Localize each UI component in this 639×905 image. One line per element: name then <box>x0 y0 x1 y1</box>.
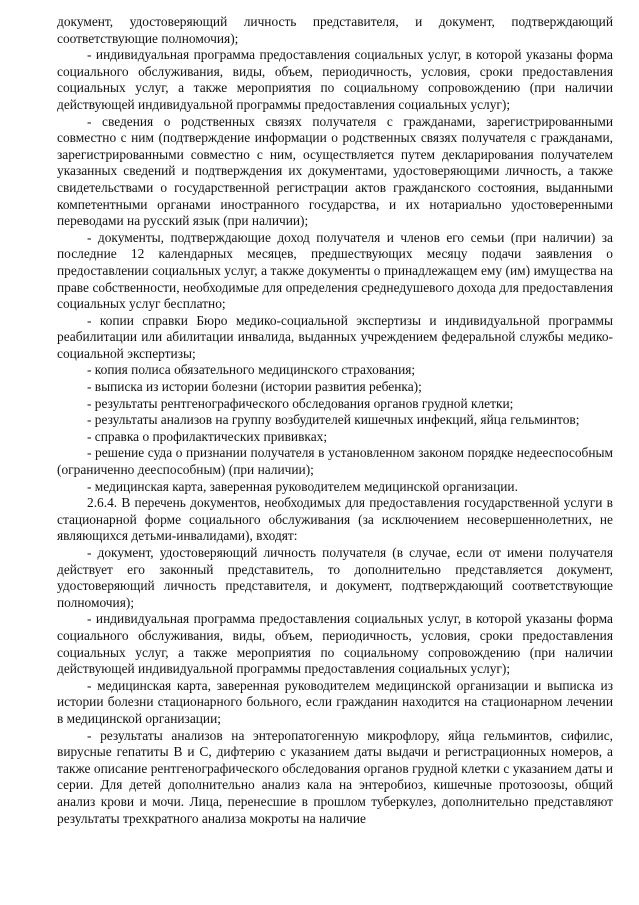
section-2-6-4-heading: 2.6.4. В перечень документов, необходимых для предоставления государственной услуги в стационарной форме социального обслуживания (за исключением несовершеннолетних, не являющихся детьми-инвалидами), входят: <box>57 495 613 544</box>
document-body <box>57 14 613 827</box>
paragraph-recipient-id: - документ, удостоверяющий личность получателя (в случае, если от имени получателя действует его законный представитель, то дополнительно представляется документ, удостоверяющий личность представителя, и документ, подтверждающий соответствующие полномочия); <box>57 545 613 610</box>
paragraph-court-decision: - решение суда о признании получателя в установленном законом порядке недееспособным (ограниченно дееспособным) (при наличии); <box>57 445 613 478</box>
paragraph-insurance-policy: - копия полиса обязательного медицинского страхования; <box>87 362 416 378</box>
paragraph-family-relations: - сведения о родственных связях получателя с гражданами, зарегистрированными совместно с ним (подтверждение информации о родственных связях получателя с гражданами, зарегистрированными совместно с ним, осуществляется путем декларирования получателем указанных сведений и подтверждения их документами, удостоверяющими личность, а также свидетельствами о государственной регистрации актов гражданского состояния, выданными компетентными органами иностранного государства, и их нотариально удостоверенными переводами на русский язык (при наличии); <box>57 113 613 229</box>
paragraph-lab-tests-inpatient: - результаты анализов на энтеропатогенную микрофлору, яйца гельминтов, сифилис, вирусные гепатиты В и С, дифтерию с указанием даты выдачи и регистрационных номеров, а также описание рентгенографического обследования органов грудной клетки с указанием даты и серии. Для детей дополнительно анализ кала на энтеробиоз, кишечные протозоозы, общий анализ крови и мочи. Лица, перенесшие в прошлом туберкулез, дополнительно представляют результаты трехкратного анализа мокроты на наличие <box>57 727 613 826</box>
paragraph-medical-card: - медицинская карта, заверенная руководителем медицинской организации. <box>87 478 518 494</box>
paragraph-income-documents: - документы, подтверждающие доход получателя и членов его семьи (при наличии) за последние 12 календарных месяцев, предшествующих месяцу подачи заявления о предоставлении социальных услуг, а также документы о принадлежащем ему (им) имущества на праве собственности, необходимые для определения среднедушевого дохода для предоставления социальных услуг бесплатно; <box>57 229 613 312</box>
paragraph-mse-certificate: - копии справки Бюро медико-социальной экспертизы и индивидуальной программы реабилитации или абилитации инвалида, выданных учреждением федеральной службы медико-социальной экспертизы; <box>57 312 613 361</box>
paragraph-intestinal-tests: - результаты анализов на группу возбудителей кишечных инфекций, яйца гельминтов; <box>87 412 580 428</box>
paragraph-vaccination-certificate: - справка о профилактических прививках; <box>87 428 328 444</box>
paragraph-individual-program: - индивидуальная программа предоставления социальных услуг, в которой указаны форма социального обслуживания, виды, объем, периодичность, условия, сроки предоставления социальных услуг, а также мероприятия по социальному сопровождению (при наличии действующей индивидуальной программы предоставления социальных услуг); <box>57 47 613 112</box>
paragraph-medical-history-extract: - выписка из истории болезни (истории развития ребенка); <box>87 379 422 395</box>
paragraph-individual-program-inpatient: - индивидуальная программа предоставления социальных услуг, в которой указаны форма социального обслуживания, виды, объем, периодичность, условия, сроки предоставления социальных услуг, а также мероприятия по социальному сопровождению (при наличии действующей индивидуальной программы предоставления социальных услуг); <box>57 611 613 677</box>
paragraph-representative-id-continuation: документ, удостоверяющий личность представителя, и документ, подтверждающий соответствующие полномочия); <box>57 14 613 46</box>
paragraph-xray-results: - результаты рентгенографического обследования органов грудной клетки; <box>87 395 514 411</box>
paragraph-medical-card-inpatient: - медицинская карта, заверенная руководителем медицинской организации и выписка из истории болезни стационарного больного, если гражданин находится на стационарном лечении в медицинской организации; <box>57 677 613 726</box>
